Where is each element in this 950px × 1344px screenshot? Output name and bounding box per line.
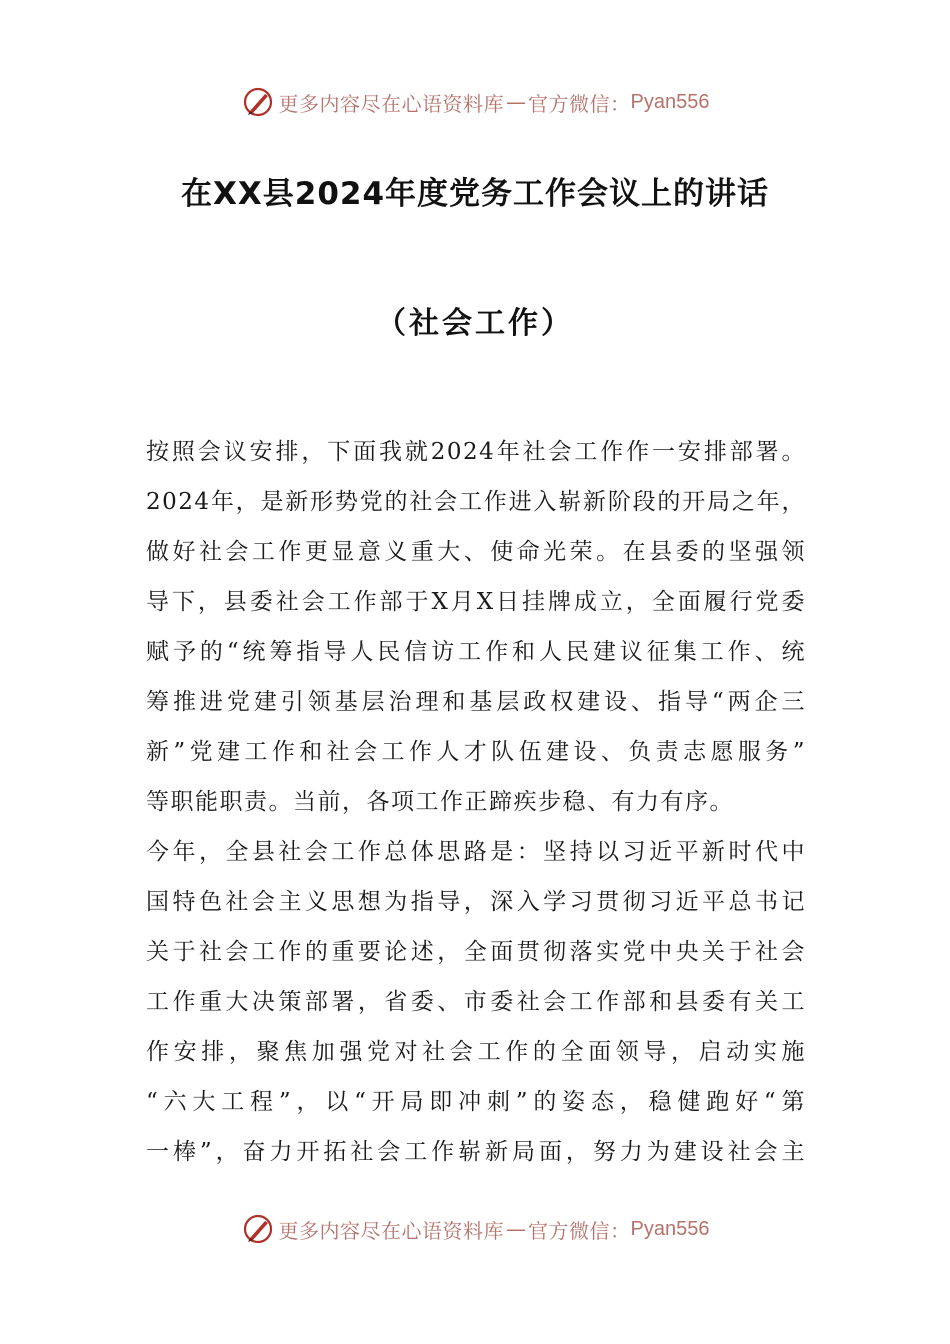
watermark-label: 官方微信： [528, 1218, 631, 1243]
body-line: 工作重大决策部署，省委、市委社会工作部和县委有关工 [146, 989, 806, 1015]
body-line: 今年，全县社会工作总体思路是：坚持以习近平新时代中 [146, 839, 806, 865]
watermark-separator: — [506, 1217, 527, 1241]
body-line: 国特色社会主义思想为指导，深入学习贯彻习近平总书记 [146, 889, 806, 915]
watermark-header [0, 82, 950, 122]
pen-circle-logo-icon [241, 85, 275, 119]
body-line: 筹推进党建引领基层治理和基层政权建设、指导“两企三 [146, 689, 806, 715]
body-line: 赋予的“统筹指导人民信访工作和人民建议征集工作、统 [146, 639, 806, 665]
watermark-brand: 更多内容尽在心语资料库 [278, 1218, 505, 1243]
body-line: 导下，县委社会工作部于X月X日挂牌成立，全面履行党委 [146, 589, 806, 615]
watermark-id: Pyan556 [630, 90, 710, 113]
watermark-id: Pyan556 [630, 1217, 710, 1240]
document-title: 在XX县2024年度党务工作会议上的讲话 [180, 176, 770, 212]
body-line: 一棒”，奋力开拓社会工作崭新局面，努力为建设社会主 [146, 1139, 806, 1165]
watermark-brand: 更多内容尽在心语资料库 [278, 91, 505, 116]
watermark-separator: — [506, 90, 527, 114]
body-line: 作安排，聚焦加强党对社会工作的全面领导，启动实施 [146, 1039, 806, 1065]
body-line: 新”党建工作和社会工作人才队伍建设、负责志愿服务” [146, 739, 806, 765]
document-subtitle: （社会工作） [376, 306, 574, 341]
body-line: 等职能职责。当前，各项工作正蹄疾步稳、有力有序。 [146, 789, 734, 815]
watermark-footer [0, 1209, 950, 1249]
body-line: 做好社会工作更显意义重大、使命光荣。在县委的坚强领 [146, 539, 806, 565]
watermark-label: 官方微信： [528, 91, 631, 116]
pen-circle-logo-icon [241, 1212, 275, 1246]
document-body [146, 427, 806, 1177]
body-line: 2024年，是新形势党的社会工作进入崭新阶段的开局之年， [146, 489, 806, 515]
body-line: 按照会议安排，下面我就2024年社会工作作一安排部署。 [146, 439, 806, 465]
body-line: “六大工程”，以“开局即冲刺”的姿态，稳健跑好“第 [146, 1089, 806, 1115]
body-line: 关于社会工作的重要论述，全面贯彻落实党中央关于社会 [146, 939, 806, 965]
